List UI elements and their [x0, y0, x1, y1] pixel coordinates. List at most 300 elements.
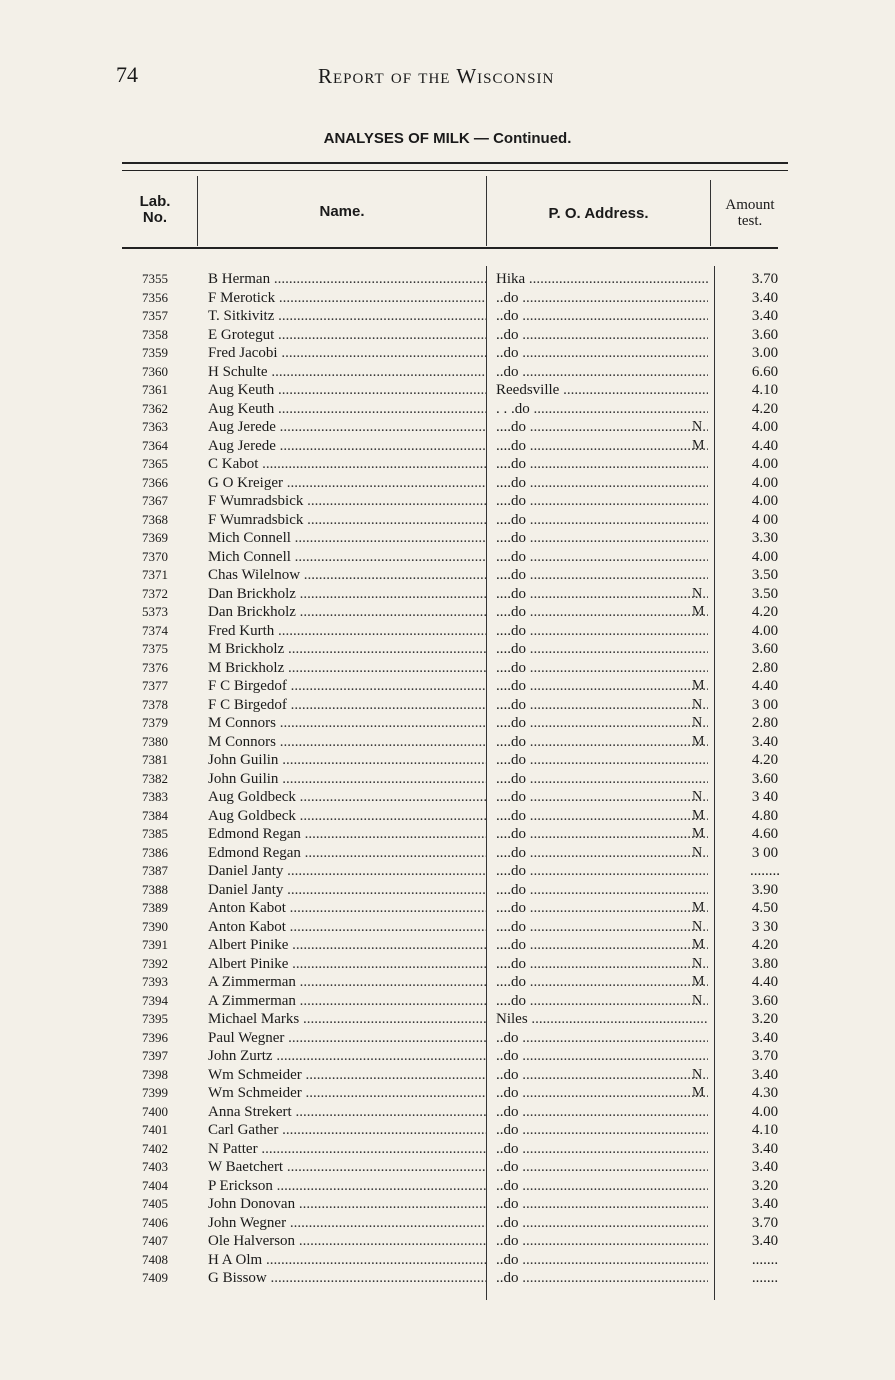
table-row [0, 899, 895, 918]
lab-number: 7385 [142, 826, 168, 841]
lab-number: 7384 [142, 807, 168, 823]
name-cell: F Wumradsbick ..... [208, 511, 486, 530]
amount-cell: 3.60 [751, 641, 779, 657]
name-cell: Chas Wilelnow ..... [208, 566, 486, 585]
lab-number: 7378 [142, 696, 168, 712]
table-row [0, 770, 895, 789]
amount-cell: 4.00 [751, 493, 779, 509]
amount-cell: 4 00 [751, 511, 779, 528]
lab-number: 5373 [142, 604, 168, 619]
table-row [0, 1269, 895, 1288]
lab-number: 7363 [142, 419, 168, 434]
lab-number: 7372 [142, 585, 168, 601]
name-cell: F Merotick ..... [208, 289, 486, 308]
name-cell: Albert Pinike ..... [208, 955, 486, 974]
amount-cell: 3 00 [751, 844, 779, 861]
lab-number: 7358 [142, 326, 168, 342]
table-row [0, 1251, 895, 1270]
table-row [0, 881, 895, 900]
address-cell: ..do ..... [496, 1084, 708, 1103]
amount-cell: 4.00 [751, 548, 779, 565]
table-row [0, 455, 895, 474]
name-cell: C Kabot ..... [208, 455, 486, 474]
address-cell: ..do ..... [496, 1029, 708, 1048]
table-row [0, 640, 895, 659]
lab-number: 7387 [142, 863, 168, 878]
name-cell: B Herman ..... [208, 270, 486, 289]
amount-cell: ....... [751, 1251, 779, 1268]
lab-number: 7357 [142, 308, 168, 323]
table-row [0, 381, 895, 400]
name-cell: F C Birgedof ..... [208, 696, 486, 715]
address-cell: ....do ..... [496, 955, 708, 974]
amount-cell: 3.00 [751, 345, 779, 361]
table-row [0, 825, 895, 844]
lab-number: 7368 [142, 511, 168, 527]
address-cell: ....do ..... [496, 714, 708, 733]
amount-cell: 3.70 [751, 1214, 779, 1231]
sample-flag: N [692, 844, 703, 860]
amount-cell: 3.60 [751, 326, 779, 343]
address-cell: ....do ..... [496, 418, 708, 437]
name-cell: Albert Pinike ..... [208, 936, 486, 955]
sample-flag: N [692, 1066, 703, 1082]
sample-flag: M [692, 604, 705, 619]
name-cell: M Connors ..... [208, 714, 486, 733]
lab-number: 7362 [142, 400, 168, 416]
lab-number: 7389 [142, 900, 168, 915]
table-row [0, 363, 895, 382]
header-top-rule-thick [122, 162, 788, 164]
lab-number: 7396 [142, 1029, 168, 1045]
lab-number: 7367 [142, 493, 168, 508]
table-row [0, 548, 895, 567]
amount-cell: 3.90 [751, 881, 779, 898]
table-row [0, 696, 895, 715]
lab-number: 7379 [142, 715, 168, 730]
table-row [0, 1232, 895, 1251]
address-cell: ....do ..... [496, 492, 708, 511]
table-row [0, 400, 895, 419]
address-cell: ....do ..... [496, 566, 708, 585]
name-cell: Edmond Regan ..... [208, 844, 486, 863]
lab-number: 7406 [142, 1214, 168, 1230]
name-cell: Wm Schmeider ..... [208, 1066, 486, 1085]
lab-number: 7392 [142, 955, 168, 971]
lab-number: 7391 [142, 937, 168, 952]
lab-number: 7382 [142, 770, 168, 786]
address-cell: ....do ..... [496, 899, 708, 918]
name-cell: Aug Goldbeck ..... [208, 807, 486, 826]
amount-cell: 3.40 [751, 1140, 779, 1157]
lab-number: 7376 [142, 659, 168, 675]
amount-cell: 3.70 [751, 1048, 779, 1064]
sample-flag: N [692, 715, 703, 730]
address-cell: ..do ..... [496, 1177, 708, 1196]
lab-number: 7359 [142, 345, 168, 360]
address-cell: ....do ..... [496, 511, 708, 530]
sample-flag: M [692, 900, 705, 915]
amount-cell: 4.00 [751, 1103, 779, 1120]
name-cell: Mich Connell ..... [208, 548, 486, 567]
header-lab-no: Lab. No. [139, 193, 171, 226]
address-cell: Reedsville ..... [496, 381, 708, 400]
address-cell: Niles ..... [496, 1010, 708, 1029]
name-cell: G O Kreiger ..... [208, 474, 486, 493]
table-row [0, 751, 895, 770]
address-cell: . . .do ..... [496, 400, 708, 419]
table-row [0, 418, 895, 437]
table-row [0, 862, 895, 881]
header-name: Name. [319, 203, 365, 220]
name-cell: Aug Goldbeck ..... [208, 788, 486, 807]
lab-number: 7394 [142, 992, 168, 1008]
lab-number: 7374 [142, 622, 168, 638]
address-cell: ..do ..... [496, 1158, 708, 1177]
sample-flag: M [692, 807, 705, 823]
address-cell: ..do ..... [496, 344, 708, 363]
lab-number: 7398 [142, 1066, 168, 1082]
amount-cell: 3.30 [751, 530, 779, 546]
lab-number: 7403 [142, 1159, 168, 1174]
lab-number: 7361 [142, 382, 168, 397]
address-cell: ....do ..... [496, 640, 708, 659]
amount-cell: 4.20 [751, 937, 779, 953]
table-row [0, 270, 895, 289]
name-cell: Fred Jacobi ..... [208, 344, 486, 363]
lab-number: 7355 [142, 271, 168, 286]
sample-flag: N [692, 585, 703, 601]
lab-number: 7393 [142, 974, 168, 989]
header-divider-3 [710, 180, 711, 246]
amount-cell: 3.50 [751, 567, 779, 583]
address-cell: ....do ..... [496, 437, 708, 456]
address-cell: ....do ..... [496, 548, 708, 567]
sample-flag: N [692, 955, 703, 971]
lab-number: 7404 [142, 1177, 168, 1193]
lab-number: 7380 [142, 733, 168, 749]
amount-cell: 3 40 [751, 789, 779, 805]
table-row [0, 659, 895, 678]
name-cell: Anna Strekert ..... [208, 1103, 486, 1122]
address-cell: ....do ..... [496, 807, 708, 826]
table-row [0, 603, 895, 622]
address-cell: ..do ..... [496, 1269, 708, 1288]
address-cell: ....do ..... [496, 474, 708, 493]
address-cell: ..do ..... [496, 289, 708, 308]
sample-flag: N [692, 419, 703, 434]
amount-cell: 4.20 [751, 400, 779, 417]
table-row [0, 585, 895, 604]
table-row [0, 511, 895, 530]
table-row [0, 714, 895, 733]
address-cell: ..do ..... [496, 1251, 708, 1270]
table-row [0, 1029, 895, 1048]
name-cell: T. Sitkivitz ..... [208, 307, 486, 326]
name-cell: W Baetchert ..... [208, 1158, 486, 1177]
table-row [0, 437, 895, 456]
address-cell: ..do ..... [496, 1066, 708, 1085]
amount-cell: 4.60 [751, 826, 779, 842]
amount-cell: 2.80 [751, 659, 779, 676]
lab-number: 7381 [142, 752, 168, 767]
amount-cell: 4.40 [751, 678, 779, 694]
name-cell: Ole Halverson ..... [208, 1232, 486, 1251]
lab-number: 7400 [142, 1103, 168, 1119]
amount-cell: 3.70 [751, 271, 779, 287]
address-cell: ....do ..... [496, 603, 708, 622]
name-cell: H A Olm ..... [208, 1251, 486, 1270]
table-title: ANALYSES OF MILK — Continued. [323, 130, 572, 147]
table-row [0, 973, 895, 992]
amount-cell: 2.80 [751, 715, 779, 731]
name-cell: John Donovan ..... [208, 1195, 486, 1214]
table-row [0, 788, 895, 807]
name-cell: Aug Jerede ..... [208, 418, 486, 437]
amount-cell: 3.40 [751, 289, 779, 306]
table-row [0, 529, 895, 548]
address-cell: ....do ..... [496, 455, 708, 474]
name-cell: Daniel Janty ..... [208, 881, 486, 900]
amount-cell: 3.60 [751, 770, 779, 787]
sample-flag: M [692, 974, 705, 989]
lab-number: 7366 [142, 474, 168, 490]
amount-cell: 4.30 [751, 1085, 779, 1101]
amount-cell: 3.40 [751, 1066, 779, 1083]
table-row [0, 1214, 895, 1233]
name-cell: N Patter ..... [208, 1140, 486, 1159]
address-cell: ..do ..... [496, 1195, 708, 1214]
lab-number: 7375 [142, 641, 168, 656]
amount-cell: 3.60 [751, 992, 779, 1009]
table-row [0, 918, 895, 937]
lab-number: 7386 [142, 844, 168, 860]
lab-number: 7401 [142, 1122, 168, 1137]
address-cell: ....do ..... [496, 677, 708, 696]
amount-cell: 3 30 [751, 918, 779, 935]
name-cell: Paul Wegner ..... [208, 1029, 486, 1048]
amount-cell: 3 00 [751, 696, 779, 713]
table-row [0, 807, 895, 826]
header-top-rule-thin [122, 170, 788, 171]
name-cell: M Brickholz ..... [208, 659, 486, 678]
table-row [0, 1158, 895, 1177]
name-cell: P Erickson ..... [208, 1177, 486, 1196]
address-cell: ..do ..... [496, 307, 708, 326]
name-cell: Fred Kurth ..... [208, 622, 486, 641]
sample-flag: N [692, 918, 703, 934]
lab-number: 7388 [142, 881, 168, 897]
name-cell: Dan Brickholz ..... [208, 603, 486, 622]
sample-flag: M [692, 826, 705, 841]
amount-cell: 3.40 [751, 733, 779, 750]
name-cell: John Zurtz ..... [208, 1047, 486, 1066]
table-row [0, 992, 895, 1011]
amount-cell: 4.00 [751, 622, 779, 639]
address-cell: ..do ..... [496, 1121, 708, 1140]
amount-cell: 4.50 [751, 900, 779, 916]
name-cell: G Bissow ..... [208, 1269, 486, 1288]
address-cell: ....do ..... [496, 844, 708, 863]
lab-number: 7364 [142, 437, 168, 453]
name-cell: A Zimmerman ..... [208, 992, 486, 1011]
address-cell: ..do ..... [496, 326, 708, 345]
address-cell: Hika ..... [496, 270, 708, 289]
table-row [0, 1140, 895, 1159]
name-cell: Anton Kabot ..... [208, 918, 486, 937]
amount-cell: 3.20 [751, 1177, 779, 1194]
address-cell: ....do ..... [496, 529, 708, 548]
name-cell: John Guilin ..... [208, 770, 486, 789]
name-cell: F Wumradsbick ..... [208, 492, 486, 511]
table-row [0, 1121, 895, 1140]
table-row [0, 1195, 895, 1214]
name-cell: Carl Gather ..... [208, 1121, 486, 1140]
running-head: Report of the Wisconsin [318, 64, 555, 88]
address-cell: ....do ..... [496, 770, 708, 789]
lab-number: 7356 [142, 289, 168, 305]
sample-flag: N [692, 992, 703, 1008]
sample-flag: M [692, 437, 705, 453]
lab-number: 7360 [142, 363, 168, 379]
amount-cell: ....... [751, 1270, 779, 1286]
name-cell: Wm Schmeider ..... [208, 1084, 486, 1103]
amount-cell: 4.00 [751, 419, 779, 435]
amount-cell: 3.40 [751, 1196, 779, 1212]
lab-number: 7408 [142, 1251, 168, 1267]
sample-flag: M [692, 937, 705, 952]
table-row [0, 326, 895, 345]
address-cell: ....do ..... [496, 881, 708, 900]
amount-cell: 3.40 [751, 1159, 779, 1175]
name-cell: John Guilin ..... [208, 751, 486, 770]
name-cell: John Wegner ..... [208, 1214, 486, 1233]
amount-cell: 4.40 [751, 974, 779, 990]
name-cell: Aug Keuth ..... [208, 400, 486, 419]
lab-number: 7383 [142, 789, 168, 804]
name-cell: Dan Brickholz ..... [208, 585, 486, 604]
amount-cell: 3.80 [751, 955, 779, 972]
header-bottom-rule [122, 247, 778, 249]
address-cell: ....do ..... [496, 973, 708, 992]
amount-cell: 4.40 [751, 437, 779, 454]
lab-number: 7407 [142, 1233, 168, 1248]
lab-number: 7397 [142, 1048, 168, 1063]
name-cell: Anton Kabot ..... [208, 899, 486, 918]
table-row [0, 566, 895, 585]
amount-cell: 6.60 [751, 363, 779, 380]
lab-number: 7395 [142, 1011, 168, 1026]
name-cell: Daniel Janty ..... [208, 862, 486, 881]
address-cell: ....do ..... [496, 918, 708, 937]
table-row [0, 844, 895, 863]
name-cell: Edmond Regan ..... [208, 825, 486, 844]
table-row [0, 1084, 895, 1103]
lab-number: 7365 [142, 456, 168, 471]
address-cell: ..do ..... [496, 1047, 708, 1066]
name-cell: Michael Marks ..... [208, 1010, 486, 1029]
table-row [0, 1047, 895, 1066]
table-row [0, 733, 895, 752]
sample-flag: M [692, 733, 705, 749]
address-cell: ..do ..... [496, 1232, 708, 1251]
lab-number: 7399 [142, 1085, 168, 1100]
name-cell: F C Birgedof ..... [208, 677, 486, 696]
table-row [0, 307, 895, 326]
page-number: 74 [116, 62, 138, 87]
name-cell: Aug Jerede ..... [208, 437, 486, 456]
address-cell: ....do ..... [496, 825, 708, 844]
lab-number: 7390 [142, 918, 168, 934]
header-amount: Amount test. [725, 197, 775, 229]
address-cell: ..do ..... [496, 1214, 708, 1233]
table-row [0, 492, 895, 511]
table-row [0, 344, 895, 363]
address-cell: ..do ..... [496, 363, 708, 382]
amount-cell: 4.10 [751, 382, 779, 398]
amount-cell: 4.80 [751, 807, 779, 824]
lab-number: 7409 [142, 1270, 168, 1285]
sample-flag: M [692, 1085, 705, 1100]
amount-cell: 4.10 [751, 1122, 779, 1138]
name-cell: H Schulte ..... [208, 363, 486, 382]
address-cell: ....do ..... [496, 585, 708, 604]
name-cell: M Brickholz ..... [208, 640, 486, 659]
amount-cell: ........ [750, 863, 780, 879]
name-cell: Aug Keuth ..... [208, 381, 486, 400]
address-cell: ....do ..... [496, 696, 708, 715]
table-row [0, 622, 895, 641]
sample-flag: M [692, 678, 705, 693]
table-row [0, 1177, 895, 1196]
amount-cell: 3.40 [751, 1029, 779, 1046]
amount-cell: 4.20 [751, 604, 779, 620]
address-cell: ....do ..... [496, 788, 708, 807]
address-cell: ....do ..... [496, 992, 708, 1011]
lab-number: 7371 [142, 567, 168, 582]
address-cell: ....do ..... [496, 936, 708, 955]
address-cell: ..do ..... [496, 1140, 708, 1159]
name-cell: A Zimmerman ..... [208, 973, 486, 992]
amount-cell: 4.20 [751, 752, 779, 768]
address-cell: ....do ..... [496, 659, 708, 678]
name-cell: Mich Connell ..... [208, 529, 486, 548]
amount-cell: 3.40 [751, 1233, 779, 1249]
address-cell: ..do ..... [496, 1103, 708, 1122]
amount-cell: 4.00 [751, 456, 779, 472]
name-cell: M Connors ..... [208, 733, 486, 752]
table-row [0, 677, 895, 696]
table-row [0, 955, 895, 974]
table-row [0, 474, 895, 493]
table-row [0, 1066, 895, 1085]
table-row [0, 936, 895, 955]
lab-number: 7402 [142, 1140, 168, 1156]
amount-cell: 3.20 [751, 1011, 779, 1027]
address-cell: ....do ..... [496, 622, 708, 641]
amount-cell: 3.50 [751, 585, 779, 602]
address-cell: ....do ..... [496, 733, 708, 752]
table-row [0, 1010, 895, 1029]
lab-number: 7369 [142, 530, 168, 545]
lab-number: 7377 [142, 678, 168, 693]
lab-number: 7405 [142, 1196, 168, 1211]
name-cell: E Grotegut ..... [208, 326, 486, 345]
address-cell: ....do ..... [496, 862, 708, 881]
amount-cell: 4.00 [751, 474, 779, 491]
sample-flag: N [692, 696, 703, 712]
amount-cell: 3.40 [751, 308, 779, 324]
